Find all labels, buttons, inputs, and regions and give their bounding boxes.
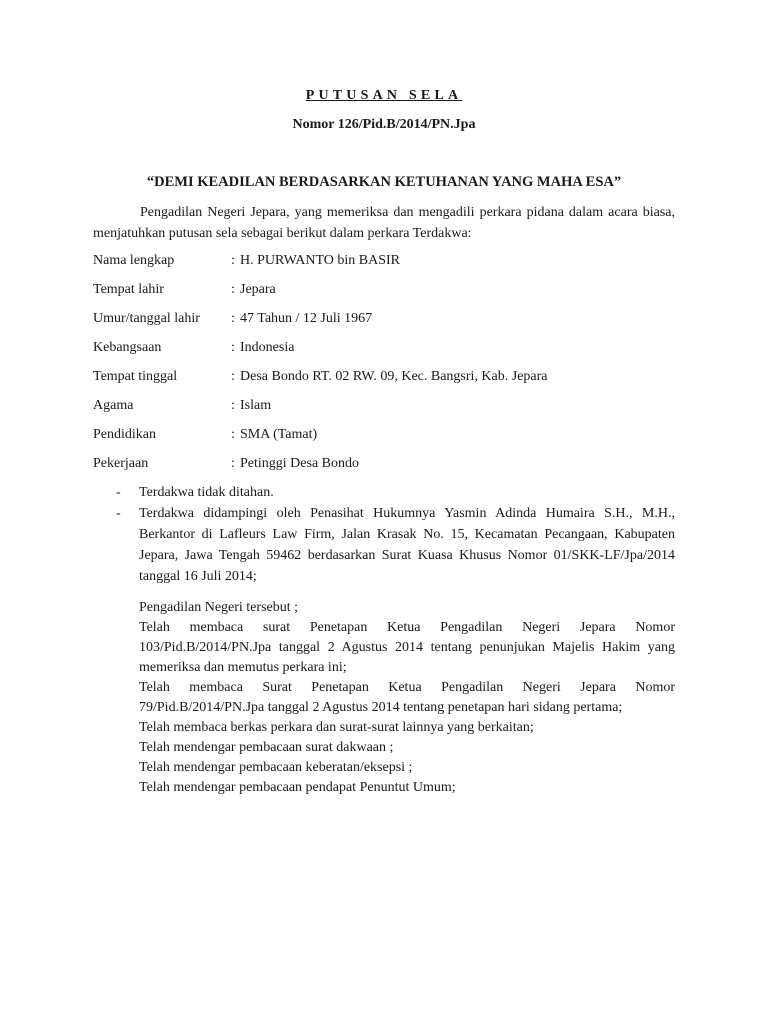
field-row [93,395,675,424]
field-separator: : [231,369,235,384]
consideration-line: Telah membaca berkas perkara dan surat-surat lainnya yang berkaitan; [139,720,534,735]
intro-paragraph [93,202,675,244]
field-value: 47 Tahun / 12 Juli 1967 [240,311,373,326]
field-separator: : [231,282,235,297]
field-value: Indonesia [240,340,295,355]
field-separator: : [231,427,235,442]
bullet-text: Terdakwa tidak ditahan. [139,485,274,500]
consideration-line: Telah membaca Surat Penetapan Ketua Pengadilan Negeri Jepara Nomor 79/Pid.B/2014/PN.Jpa tanggal 2 Agustus 2014 tentang penetapan hari sidang pertama; [139,680,675,715]
case-number: Nomor 126/Pid.B/2014/PN.Jpa [292,117,476,132]
defendant-identity [93,250,675,482]
field-value: Jepara [240,282,276,297]
list-item [93,482,675,503]
field-value: Islam [240,398,272,413]
field-separator: : [231,253,235,268]
field-separator: : [231,398,235,413]
field-label: Umur/tanggal lahir [93,311,200,326]
bullet-dash: - [116,506,121,521]
bullet-text: Terdakwa didampingi oleh Penasihat Hukumnya Yasmin Adinda Humaira S.H., M.H., Berkantor di Lafleurs Law Firm, Jalan Krasak No. 15, Kecamatan Pecangaan, Kabupaten Jepara, Jawa Tengah 59462 berdasarkan Surat Kuasa Khusus Nomor 01/SKK-LF/Jpa/2014 tanggal 16 Juli 2014; [139,506,675,584]
intro-text: Pengadilan Negeri Jepara, yang memeriksa dan mengadili perkara pidana dalam acara biasa, menjatuhkan putusan sela sebagai berikut dalam perkara Terdakwa: [93,205,675,241]
field-label: Kebangsaan [93,340,162,355]
court-lead-line: Pengadilan Negeri tersebut ; [139,600,299,615]
motto-heading: “DEMI KEADILAN BERDASARKAN KETUHANAN YANG MAHA ESA” [146,174,622,190]
field-row [93,366,675,395]
field-row [93,279,675,308]
field-row [93,337,675,366]
consideration-line: Telah mendengar pembacaan pendapat Penuntut Umum; [139,780,456,795]
field-row [93,424,675,453]
field-label: Pekerjaan [93,456,149,471]
consideration-line: Telah mendengar pembacaan surat dakwaan ; [139,740,394,755]
field-label: Pendidikan [93,427,156,442]
consideration-line: Telah mendengar pembacaan keberatan/eksepsi ; [139,760,413,775]
document-title: PUTUSAN SELA [305,88,463,103]
field-value: Petinggi Desa Bondo [240,456,359,471]
field-value: SMA (Tamat) [240,427,318,442]
field-value: Desa Bondo RT. 02 RW. 09, Kec. Bangsri, Kab. Jepara [240,369,548,384]
field-label: Agama [93,398,134,413]
field-row [93,453,675,482]
field-label: Tempat tinggal [93,369,178,384]
field-label: Tempat lahir [93,282,164,297]
field-row [93,250,675,279]
field-value: H. PURWANTO bin BASIR [240,253,400,268]
field-label: Nama lengkap [93,253,175,268]
field-separator: : [231,311,235,326]
defendant-notes-list [93,482,675,587]
considerations-block [139,598,675,798]
field-row [93,308,675,337]
bullet-dash: - [116,485,121,500]
field-separator: : [231,456,235,471]
consideration-line: Telah membaca surat Penetapan Ketua Pengadilan Negeri Jepara Nomor 103/Pid.B/2014/PN.Jpa tanggal 2 Agustus 2014 tentang penunjukan Majelis Hakim yang memeriksa dan memutus perkara ini; [139,620,675,675]
field-separator: : [231,340,235,355]
list-item [93,503,675,587]
